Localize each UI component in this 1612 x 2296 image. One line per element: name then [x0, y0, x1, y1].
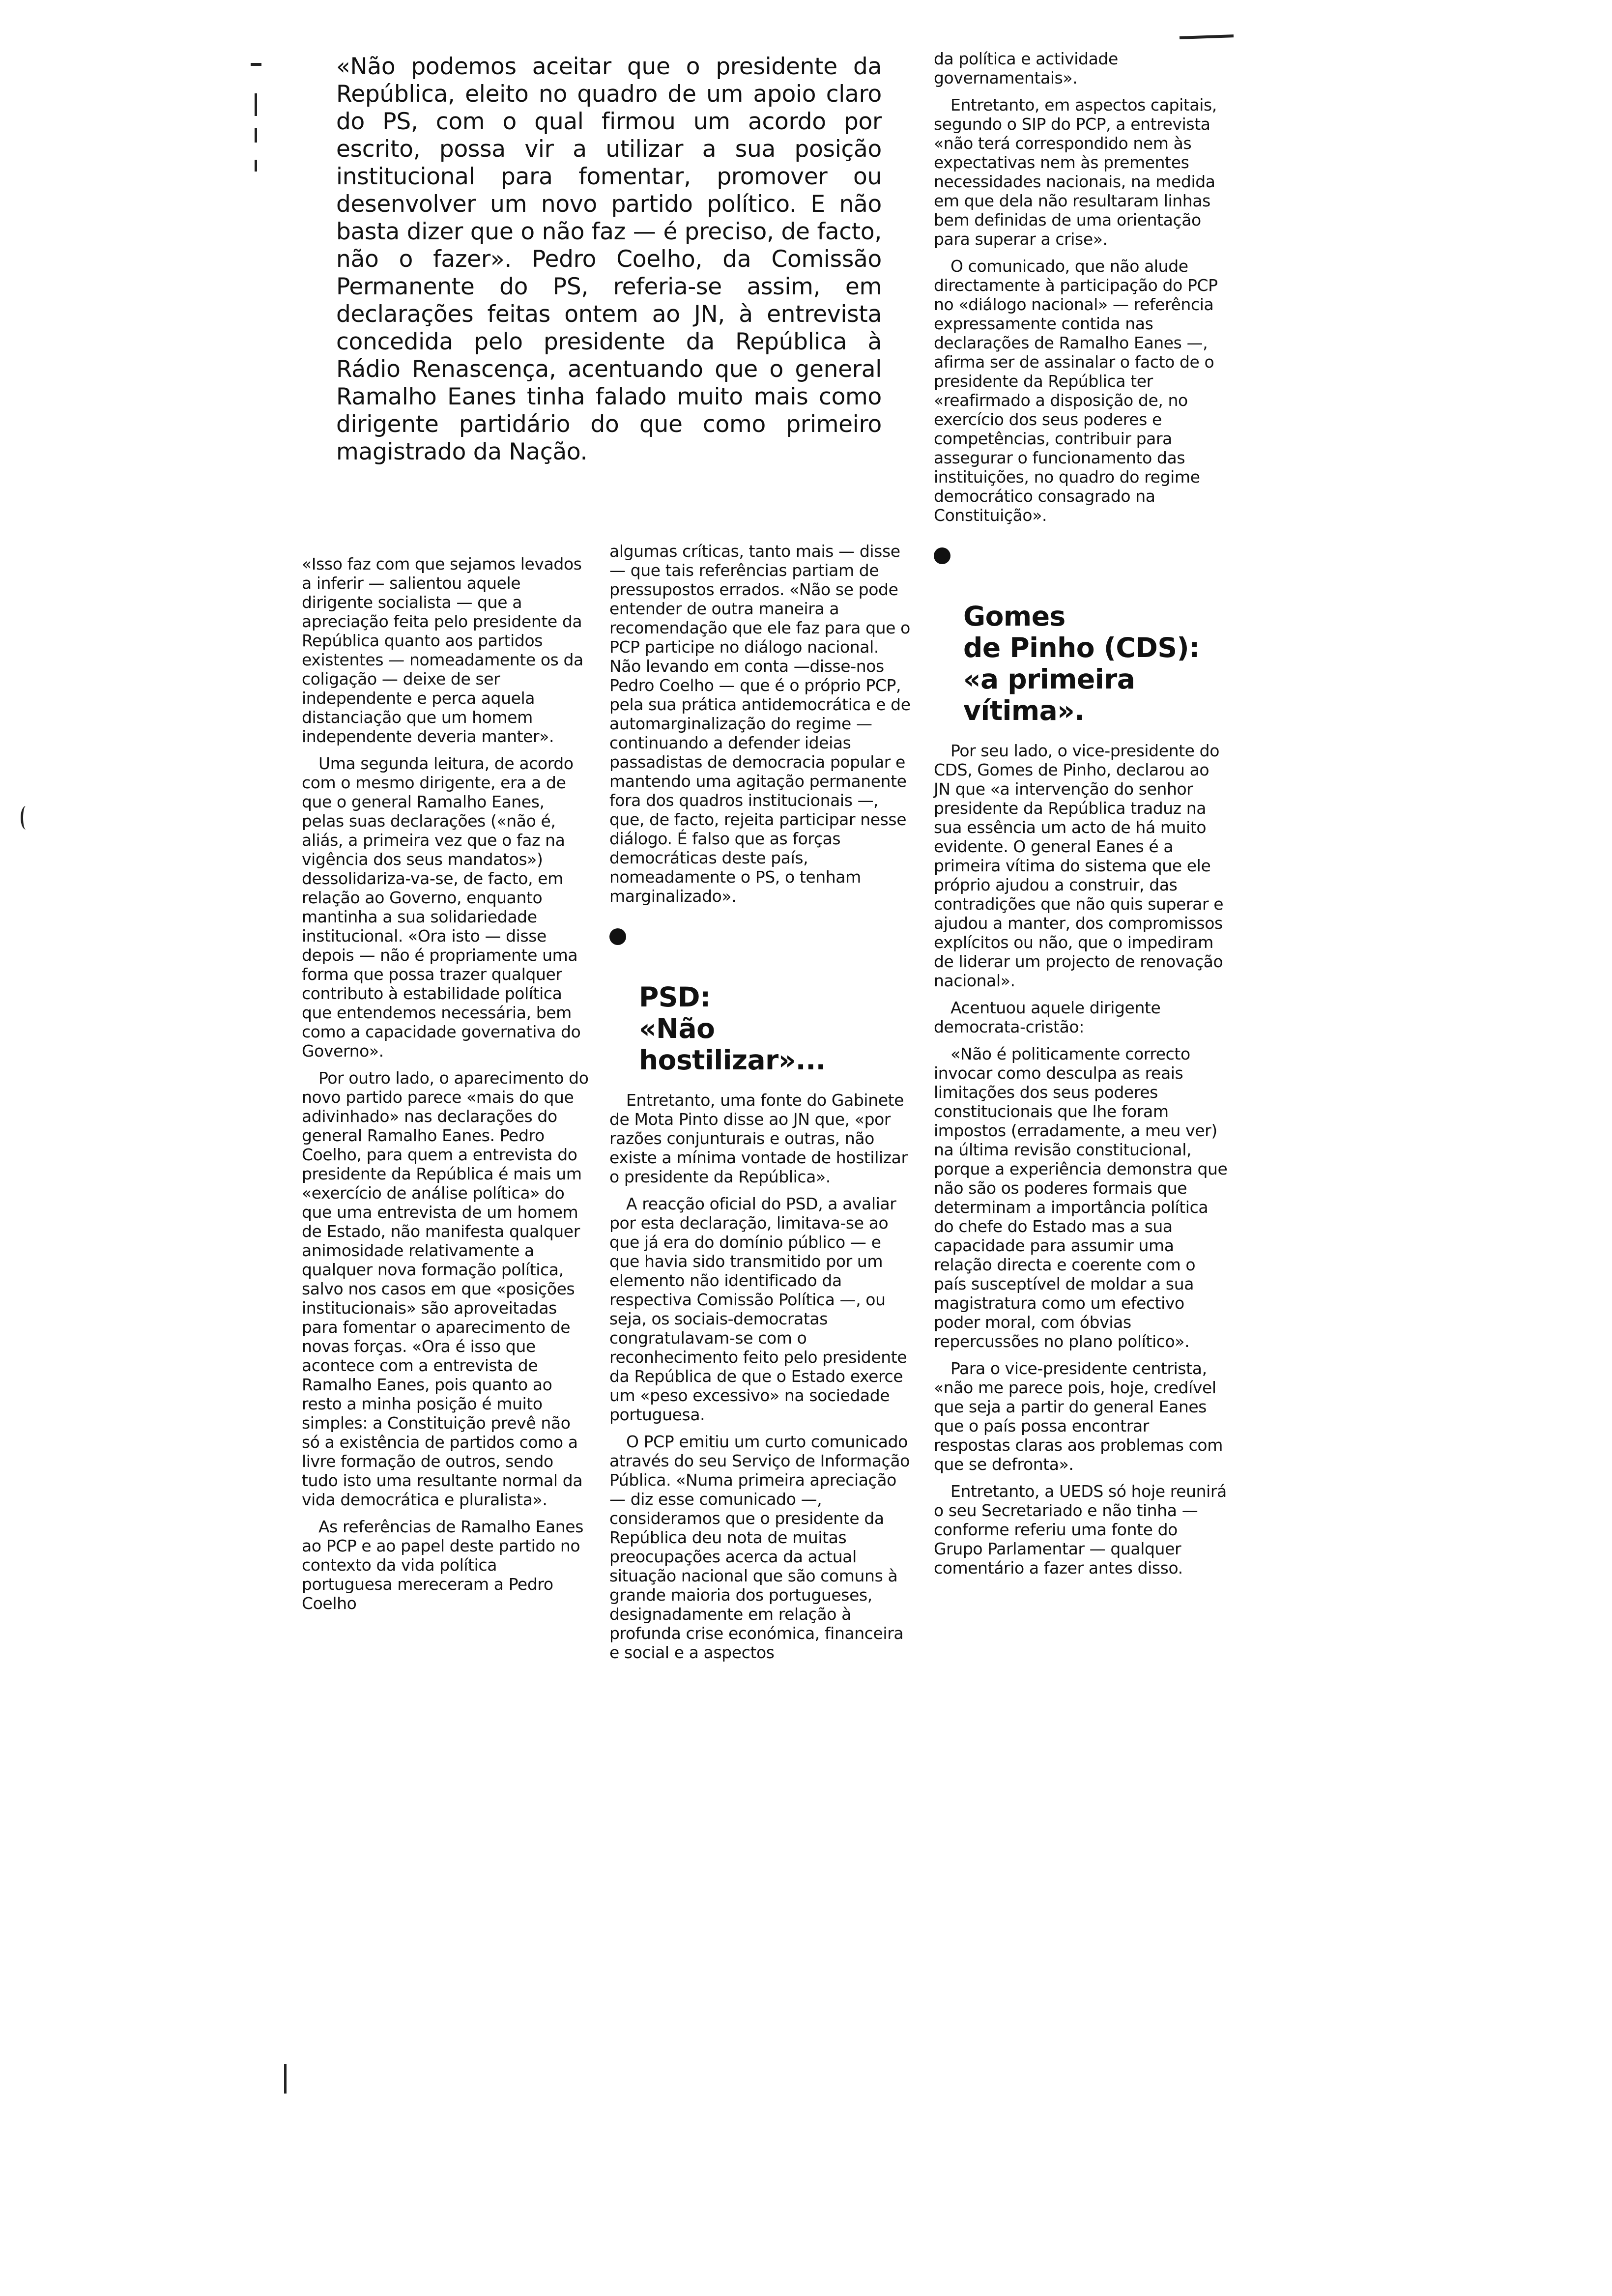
scan-mark-top-left: [251, 63, 261, 66]
paragraph: «Não é politicamente correcto invocar como desculpa as reais limitações dos seus poderes constitucionais que lhe foram impostos (erradamente, a meu ver) na última revisão constitucional, porque a experiência demonstra que não são os poderes formais que determinam a importância política do chefe do Estado mas a sua capacidade para assumir uma relação directa e coerente com o país susceptível de moldar a sua magistratura como um efectivo poder moral, com óbvias repercussões no plano político».: [934, 1044, 1228, 1351]
article-column-3: [934, 49, 1229, 1585]
paragraph: da política e actividade governamentais».: [934, 49, 1118, 87]
paragraph: A reacção oficial do PSD, a avaliar por esta declaração, limitava-se ao que já era do domínio público — e que havia sido transmitido por um elemento não identificado da respectiva Comissão Política —, ou seja, os sociais-democratas congratulavam-se com o reconhecimento feito pelo presidente da República de que o Estado exerce um «peso excessivo» na sociedade portuguesa.: [609, 1194, 907, 1424]
article-column-1: [302, 554, 589, 1621]
article-column-2: [609, 542, 914, 1670]
subheading-text: PSD: «Não hostilizar»...: [639, 981, 826, 1076]
scan-mark-left: [255, 93, 257, 116]
article-lead: «Não podemos aceitar que o presidente da República, eleito no quadro de um apoio claro do PS, com o qual firmou um acordo por escrito, possa vir a utilizar a sua posição institucional para fomentar, promover ou desenvolver um novo partido político. E não basta dizer que o não faz — é preciso, de facto, não o fazer». Pedro Coelho, da Comissão Permanente do PS, referia-se assim, em declarações feitas ontem ao JN, à entrevista concedida pelo presidente da República à Rádio Renascença, acentuando que o general Ramalho Eanes tinha falado muito mais como dirigente partidário do que como primeiro magistrado da Nação.: [336, 53, 882, 465]
paragraph: Uma segunda leitura, de acordo com o mesmo dirigente, era a de que o general Ramalho Eanes, pelas suas declarações («não é, aliás, a primeira vez que o faz na vigência dos seus mandatos») dessolidariza-va-se, de facto, em relação ao Governo, enquanto mantinha a sua solidariedade institucional. «Ora isto — disse depois — não é propriamente uma forma que possa trazer qualquer contributo à estabilidade política que entendemos necessária, bem como a capacidade governativa do Governo».: [302, 754, 581, 1061]
subheading-text: Gomes de Pinho (CDS): «a primeira vítima».: [963, 601, 1200, 726]
paragraph: Entretanto, em aspectos capitais, segundo o SIP do PCP, a entrevista «não terá correspondido nem às expectativas nem às prementes necessidades nacionais, na medida em que dela não resultaram linhas bem definidas de uma orientação para superar a crise».: [934, 95, 1217, 249]
scan-mark-bottom-left: [284, 2064, 287, 2094]
subheading-cds: [934, 538, 1229, 726]
paragraph: Entretanto, a UEDS só hoje reunirá o seu Secretariado e não tinha — conforme referiu uma fonte do Grupo Parlamentar — qualquer comentário a fazer antes disso.: [934, 1482, 1227, 1578]
paragraph: Por seu lado, o vice-presidente do CDS, Gomes de Pinho, declarou ao JN que «a intervenção do senhor presidente da República traduz na sua essência um acto de há muito evidente. O general Eanes é a primeira vítima do sistema que ele próprio ajudou a construir, das contradições que não quis superar e ajudou a manter, dos compromissos explícitos ou não, que o impediram de liderar um projecto de renovação nacional».: [934, 741, 1224, 990]
paragraph: algumas críticas, tanto mais — disse — que tais referências partiam de pressupostos errados. «Não se pode entender de outra maneira a recomendação que ele faz para que o PCP participe no diálogo nacional. Não levando em conta —disse-nos Pedro Coelho — que é o próprio PCP, pela sua prática antidemocrática e de automarginalização do regime — continuando a defender ideias passadistas de democracia popular e mantendo uma agitação permanente fora dos quadros institucionais —, que, de facto, rejeita participar nesse diálogo. É falso que as forças democráticas deste país, nomeadamente o PS, o tenham marginalizado».: [609, 542, 911, 906]
paragraph: Acentuou aquele dirigente democrata-cristão:: [934, 998, 1161, 1036]
paragraph: As referências de Ramalho Eanes ao PCP e ao papel deste partido no contexto da vida política portuguesa mereceram a Pedro Coelho: [302, 1517, 583, 1613]
subheading-psd: [609, 918, 914, 1076]
scan-mark-left-3: [255, 160, 257, 172]
paragraph: O comunicado, que não alude directamente à participação do PCP no «diálogo nacional» — referência expressamente contida nas declarações de Ramalho Eanes —, afirma ser de assinalar o facto de o presidente da República ter «reafirmado a disposição de, no exercício dos seus poderes e competências, contribuir para assegurar o funcionamento das instituições, no quadro do regime democrático consagrado na Constituição».: [934, 257, 1218, 525]
scan-mark-top-right: [1180, 34, 1234, 39]
scan-mark-bracket: [21, 806, 31, 830]
bullet-icon: [609, 928, 626, 945]
paragraph: Entretanto, uma fonte do Gabinete de Mota Pinto disse ao JN que, «por razões conjunturais e outras, não existe a mínima vontade de hostilizar o presidente da República».: [609, 1091, 908, 1186]
paragraph: Por outro lado, o aparecimento do novo partido parece «mais do que adivinhado» nas declarações do general Ramalho Eanes. Pedro Coelho, para quem a entrevista do presidente da República é mais um «exercício de análise política» do que uma entrevista de um homem de Estado, não manifesta qualquer animosidade relativamente a qualquer nova formação política, salvo nos casos em que «posições institucionais» são aproveitadas para fomentar o aparecimento de novas forças. «Ora é isso que acontece com a entrevista de Ramalho Eanes, pois quanto ao resto a minha posição é muito simples: a Constituição prevê não só a existência de partidos como a livre formação de outros, sendo tudo isto uma resultante normal da vida democrática e pluralista».: [302, 1068, 589, 1509]
paragraph: O PCP emitiu um curto comunicado através do seu Serviço de Informação Pública. «Numa primeira apreciação — diz esse comunicado —, consideramos que o presidente da República deu nota de muitas preocupações acerca da actual situação nacional que são comuns à grande maioria dos portugueses, designadamente em relação à profunda crise económica, financeira e social e a aspectos: [609, 1432, 910, 1662]
paragraph: «Isso faz com que sejamos levados a inferir — salientou aquele dirigente socialista — que a apreciação feita pelo presidente da República quanto aos partidos existentes — nomeadamente os da coligação — deixe de ser independente e perca aquela distanciação que um homem independente deveria manter».: [302, 554, 583, 746]
bullet-icon: [934, 547, 950, 564]
paragraph: Para o vice-presidente centrista, «não me parece pois, hoje, credível que seja a partir do general Eanes que o país possa encontrar respostas claras aos problemas com que se defronta».: [934, 1359, 1223, 1474]
scan-mark-left-2: [255, 128, 257, 143]
